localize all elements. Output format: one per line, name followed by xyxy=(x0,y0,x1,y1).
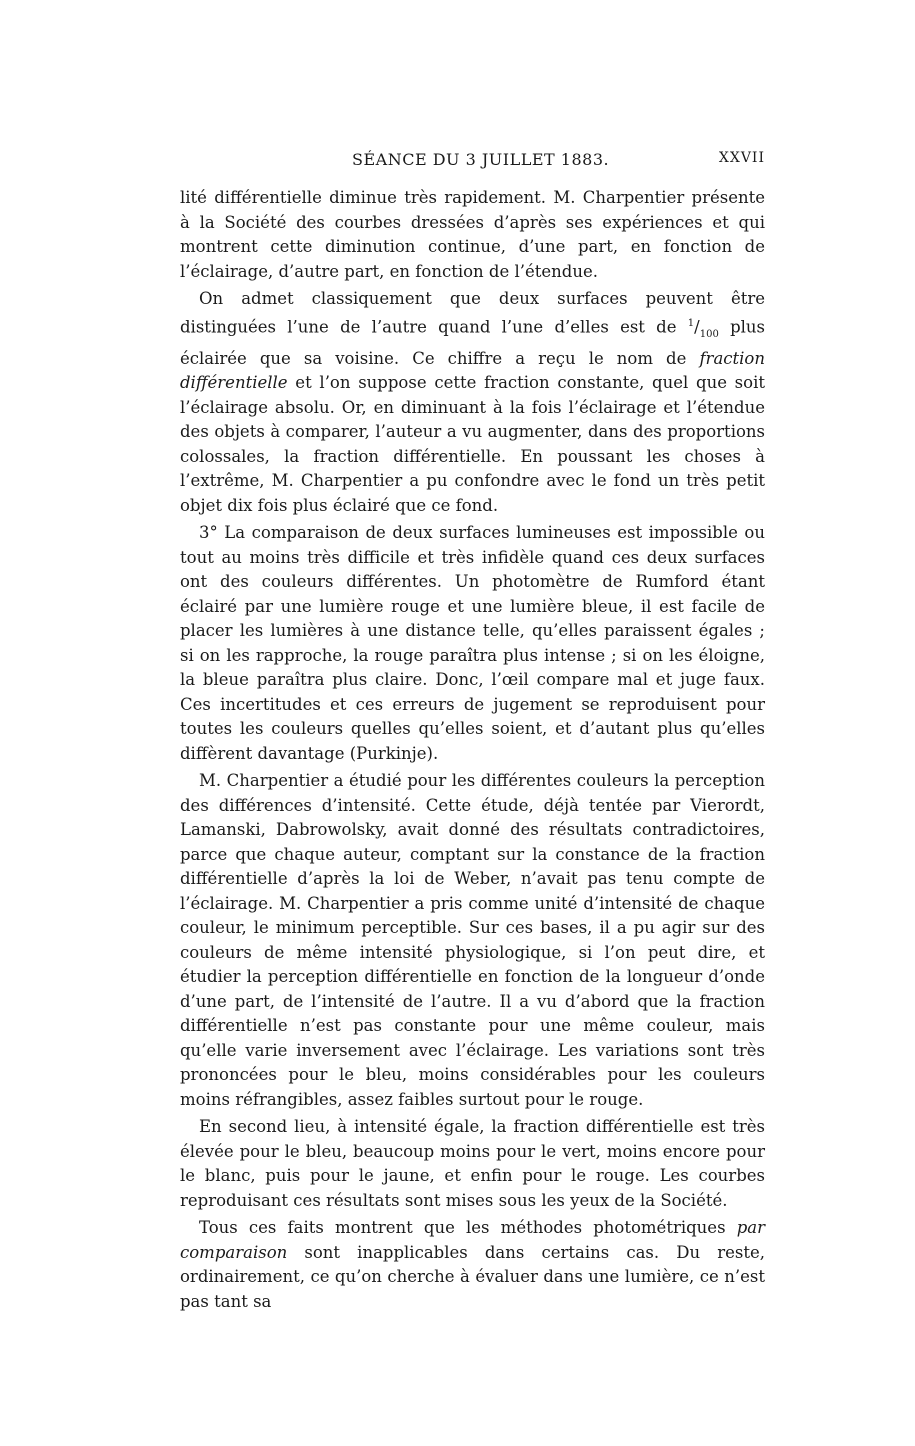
fraction-denominator: 100 xyxy=(699,328,719,340)
paragraph-2-part-a: On admet classiquement que deux surfaces peuvent être distinguées l’une de l’autre quand l’une d’elles est de xyxy=(180,289,765,336)
paragraph-4: M. Charpentier a étudié pour les différentes couleurs la perception des différences d’intensité. Cette étude, déjà tentée par Vierordt, Lamanski, Dabrowolsky, avait donné des résultats contradictoires, parce que chaque auteur, comptant sur la constance de la fraction différentielle d’après la loi de Weber, n’avait pas tenu compte de l’éclairage. M. Charpentier a pris comme unité d’intensité de chaque couleur, le minimum perceptible. Sur ces bases, il a pu agir sur des couleurs de même intensité physiologique, si l’on peut dire, et étudier la perception différentielle en fonction de la longueur d’onde d’une part, de l’intensité de l’autre. Il a vu d’abord que la fraction différentielle n’est pas constante pour une même couleur, mais qu’elle varie inversement avec l’éclairage. Les variations sont très prononcées pour le bleu, moins considérables pour les couleurs moins réfrangibles, assez faibles surtout pour le rouge. xyxy=(180,771,765,1109)
paragraph-6 xyxy=(180,1216,765,1314)
running-title: SÉANCE DU 3 JUILLET 1883. xyxy=(352,150,610,169)
paragraph-6-part-b: sont inapplicables dans certains cas. Du reste, ordinairement, ce qu’on cherche à évaluer dans une lumière, ce n’est pas tant sa xyxy=(180,1242,765,1311)
fraction-separator: / xyxy=(694,317,700,336)
paragraph-3: 3° La comparaison de deux surfaces lumineuses est impossible ou tout au moins très difficile et très infidèle quand ces deux surfaces ont des couleurs différentes. Un photomètre de Rumford étant éclairé par une lumière rouge et une lumière bleue, il est facile de placer les lumières à une distance telle, qu’elles paraissent égales ; si on les rapproche, la rouge paraîtra plus intense ; si on les éloigne, la bleue paraîtra plus claire. Donc, l’œil compare mal et juge faux. Ces incertitudes et ces erreurs de jugement se reproduisent pour toutes les couleurs quelles qu’elles soient, et d’autant plus qu’elles diffèrent davantage (Purkinje). xyxy=(180,523,765,763)
paragraph-2-part-b: plus éclairée que sa voisine. Ce chiffre a reçu le nom de xyxy=(180,317,766,368)
paragraph-6-part-a: Tous ces faits montrent que les méthodes photométriques xyxy=(199,1218,737,1238)
page-number: XXVII xyxy=(718,150,765,166)
term-fraction-differentielle: fraction différentielle xyxy=(180,348,765,393)
paragraph-1: lité différentielle diminue très rapidement. M. Charpentier présente à la Société des courbes dressées d’après ses expériences et qui montrent cette diminution continue, d’une part, en fonction de l’éclairage, d’autre part, en fonction de l’étendue. xyxy=(180,188,765,281)
body-text xyxy=(180,186,765,1314)
term-par-comparaison: par comparaison xyxy=(180,1218,765,1262)
paragraph-2 xyxy=(180,287,765,518)
paragraph-5: En second lieu, à intensité égale, la fraction différentielle est très élevée pour le bleu, beaucoup moins pour le vert, moins encore pour le blanc, puis pour le jaune, et enfin pour le rouge. Les courbes reproduisant ces résultats sont mises sous les yeux de la Société. xyxy=(180,1117,765,1210)
running-head xyxy=(180,150,765,180)
paragraph-2-part-c: et l’on suppose cette fraction constante, quel que soit l’éclairage absolu. Or, en diminuant à la fois l’éclairage et l’étendue des objets à comparer, l’auteur a vu augmenter, dans des proportions colossales, la fraction différentielle. En poussant les choses à l’extrême, M. Charpentier a pu confondre avec le fond un très petit objet dix fois plus éclairé que ce fond. xyxy=(180,373,765,515)
fraction-numerator: 1 xyxy=(687,317,695,329)
